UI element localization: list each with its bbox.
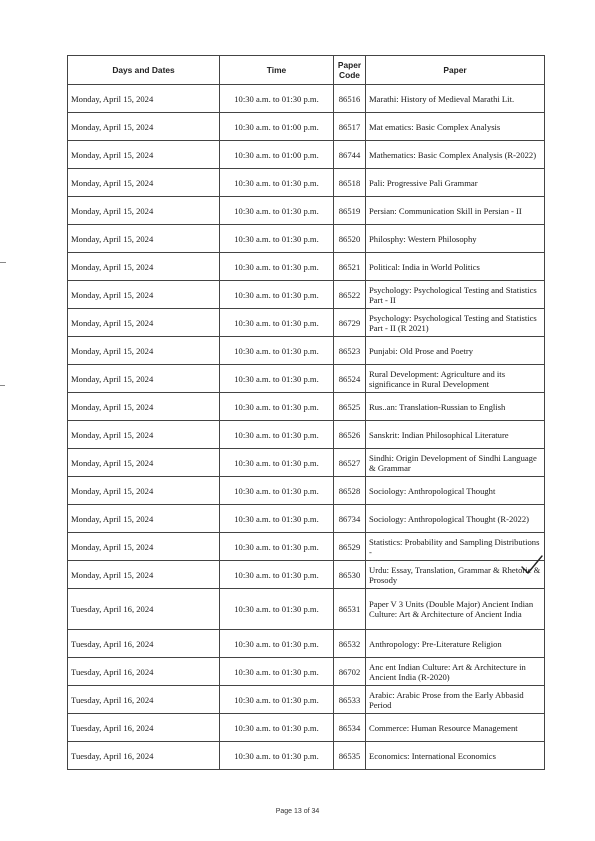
time-cell: 10:30 a.m. to 01:30 p.m. [220, 658, 334, 686]
paper-cell: Commerce: Human Resource Management [366, 714, 545, 742]
table-row [68, 197, 545, 225]
paper-cell: Punjabi: Old Prose and Poetry [366, 337, 545, 365]
check-mark-icon [520, 553, 544, 577]
paper-code-cell: 86522 [334, 281, 366, 309]
date-cell: Tuesday, April 16, 2024 [68, 658, 220, 686]
time-cell: 10:30 a.m. to 01:30 p.m. [220, 169, 334, 197]
paper-code-cell: 86521 [334, 253, 366, 281]
time-cell: 10:30 a.m. to 01:30 p.m. [220, 253, 334, 281]
table-row [68, 309, 545, 337]
time-cell: 10:30 a.m. to 01:30 p.m. [220, 421, 334, 449]
table-row [68, 533, 545, 561]
paper-cell: Political: India in World Politics [366, 253, 545, 281]
time-cell: 10:30 a.m. to 01:30 p.m. [220, 533, 334, 561]
table-header-row [68, 56, 545, 85]
paper-cell: Anc ent Indian Culture: Art & Architecture in Ancient India (R-2020) [366, 658, 545, 686]
date-cell: Monday, April 15, 2024 [68, 393, 220, 421]
date-cell: Monday, April 15, 2024 [68, 309, 220, 337]
time-cell: 10:30 a.m. to 01:30 p.m. [220, 477, 334, 505]
date-cell: Monday, April 15, 2024 [68, 253, 220, 281]
paper-code-cell: 86729 [334, 309, 366, 337]
date-cell: Tuesday, April 16, 2024 [68, 630, 220, 658]
paper-cell: Marathi: History of Medieval Marathi Lit. [366, 85, 545, 113]
paper-code-cell: 86533 [334, 686, 366, 714]
date-cell: Monday, April 15, 2024 [68, 141, 220, 169]
page-number: Page 13 of 34 [275, 808, 320, 815]
date-cell: Monday, April 15, 2024 [68, 337, 220, 365]
paper-code-cell: 86525 [334, 393, 366, 421]
date-cell: Monday, April 15, 2024 [68, 225, 220, 253]
time-cell: 10:30 a.m. to 01:30 p.m. [220, 449, 334, 477]
table-row [68, 281, 545, 309]
time-cell: 10:30 a.m. to 01:00 p.m. [220, 113, 334, 141]
paper-cell: Rural Development: Agriculture and its significance in Rural Development [366, 365, 545, 393]
paper-code-cell: 86519 [334, 197, 366, 225]
paper-code-cell: 86535 [334, 742, 366, 770]
paper-cell: Psychology: Psychological Testing and Statistics Part - II (R 2021) [366, 309, 545, 337]
date-cell: Tuesday, April 16, 2024 [68, 714, 220, 742]
paper-cell: Mat ematics: Basic Complex Analysis [366, 113, 545, 141]
paper-cell: Urdu: Essay, Translation, Grammar & Rhetoric & Prosody [366, 561, 545, 589]
time-cell: 10:30 a.m. to 01:30 p.m. [220, 225, 334, 253]
header-time: Time [220, 56, 334, 85]
paper-cell: Sociology: Anthropological Thought [366, 477, 545, 505]
time-cell: 10:30 a.m. to 01:30 p.m. [220, 589, 334, 630]
margin-mark [0, 262, 6, 263]
date-cell: Tuesday, April 16, 2024 [68, 589, 220, 630]
paper-cell: Anthropology: Pre-Literature Religion [366, 630, 545, 658]
paper-code-cell: 86523 [334, 337, 366, 365]
date-cell: Monday, April 15, 2024 [68, 169, 220, 197]
time-cell: 10:30 a.m. to 01:00 p.m. [220, 141, 334, 169]
date-cell: Monday, April 15, 2024 [68, 561, 220, 589]
date-cell: Monday, April 15, 2024 [68, 533, 220, 561]
paper-cell: Philosphy: Western Philosophy [366, 225, 545, 253]
paper-code-cell: 86744 [334, 141, 366, 169]
margin-mark [0, 385, 5, 386]
table-row [68, 449, 545, 477]
paper-cell: Sindhi: Origin Development of Sindhi Language & Grammar [366, 449, 545, 477]
date-cell: Tuesday, April 16, 2024 [68, 742, 220, 770]
table-row [68, 169, 545, 197]
time-cell: 10:30 a.m. to 01:30 p.m. [220, 561, 334, 589]
table-row [68, 85, 545, 113]
table-row [68, 365, 545, 393]
table-row [68, 505, 545, 533]
paper-code-cell: 86516 [334, 85, 366, 113]
paper-code-cell: 86520 [334, 225, 366, 253]
date-cell: Monday, April 15, 2024 [68, 197, 220, 225]
date-cell: Monday, April 15, 2024 [68, 477, 220, 505]
time-cell: 10:30 a.m. to 01:30 p.m. [220, 309, 334, 337]
table-row [68, 225, 545, 253]
time-cell: 10:30 a.m. to 01:30 p.m. [220, 742, 334, 770]
table-row [68, 141, 545, 169]
paper-code-cell: 86532 [334, 630, 366, 658]
table-row [68, 477, 545, 505]
paper-cell: Arabic: Arabic Prose from the Early Abbasid Period [366, 686, 545, 714]
paper-cell: Pali: Progressive Pali Grammar [366, 169, 545, 197]
paper-code-cell: 86517 [334, 113, 366, 141]
date-cell: Monday, April 15, 2024 [68, 421, 220, 449]
table-row [68, 393, 545, 421]
date-cell: Monday, April 15, 2024 [68, 85, 220, 113]
date-cell: Monday, April 15, 2024 [68, 449, 220, 477]
table-row [68, 630, 545, 658]
time-cell: 10:30 a.m. to 01:30 p.m. [220, 197, 334, 225]
time-cell: 10:30 a.m. to 01:30 p.m. [220, 505, 334, 533]
time-cell: 10:30 a.m. to 01:30 p.m. [220, 85, 334, 113]
paper-cell: Persian: Communication Skill in Persian - II [366, 197, 545, 225]
paper-cell: Statistics: Probability and Sampling Distributions - [366, 533, 545, 561]
time-cell: 10:30 a.m. to 01:30 p.m. [220, 281, 334, 309]
paper-code-cell: 86529 [334, 533, 366, 561]
time-cell: 10:30 a.m. to 01:30 p.m. [220, 365, 334, 393]
paper-code-cell: 86531 [334, 589, 366, 630]
table-row [68, 561, 545, 589]
paper-cell: Economics: International Economics [366, 742, 545, 770]
table-row [68, 589, 545, 630]
paper-cell: Sanskrit: Indian Philosophical Literature [366, 421, 545, 449]
paper-cell: Psychology: Psychological Testing and Statistics Part - II [366, 281, 545, 309]
paper-code-cell: 86518 [334, 169, 366, 197]
table-body [68, 85, 545, 770]
paper-code-cell: 86702 [334, 658, 366, 686]
table-row [68, 686, 545, 714]
table-row [68, 742, 545, 770]
date-cell: Monday, April 15, 2024 [68, 281, 220, 309]
paper-cell: Mathematics: Basic Complex Analysis (R-2022) [366, 141, 545, 169]
paper-cell: Sociology: Anthropological Thought (R-2022) [366, 505, 545, 533]
paper-code-cell: 86526 [334, 421, 366, 449]
date-cell: Monday, April 15, 2024 [68, 505, 220, 533]
time-cell: 10:30 a.m. to 01:30 p.m. [220, 686, 334, 714]
paper-cell: Rus..an: Translation-Russian to English [366, 393, 545, 421]
date-cell: Monday, April 15, 2024 [68, 365, 220, 393]
table-row [68, 421, 545, 449]
paper-code-cell: 86534 [334, 714, 366, 742]
paper-cell: Paper V 3 Units (Double Major) Ancient Indian Culture: Art & Architecture of Ancient India [366, 589, 545, 630]
table-row [68, 714, 545, 742]
time-cell: 10:30 a.m. to 01:30 p.m. [220, 337, 334, 365]
time-cell: 10:30 a.m. to 01:30 p.m. [220, 714, 334, 742]
paper-code-cell: 86524 [334, 365, 366, 393]
table-row [68, 337, 545, 365]
exam-schedule-table [67, 55, 545, 770]
header-days-and-dates: Days and Dates [68, 56, 220, 85]
time-cell: 10:30 a.m. to 01:30 p.m. [220, 393, 334, 421]
header-paper-code: Paper Code [334, 56, 366, 85]
date-cell: Tuesday, April 16, 2024 [68, 686, 220, 714]
table-row [68, 658, 545, 686]
header-paper: Paper [366, 56, 545, 85]
table-row [68, 253, 545, 281]
paper-code-cell: 86530 [334, 561, 366, 589]
paper-code-cell: 86527 [334, 449, 366, 477]
paper-code-cell: 86528 [334, 477, 366, 505]
paper-code-cell: 86734 [334, 505, 366, 533]
table-row [68, 113, 545, 141]
date-cell: Monday, April 15, 2024 [68, 113, 220, 141]
time-cell: 10:30 a.m. to 01:30 p.m. [220, 630, 334, 658]
